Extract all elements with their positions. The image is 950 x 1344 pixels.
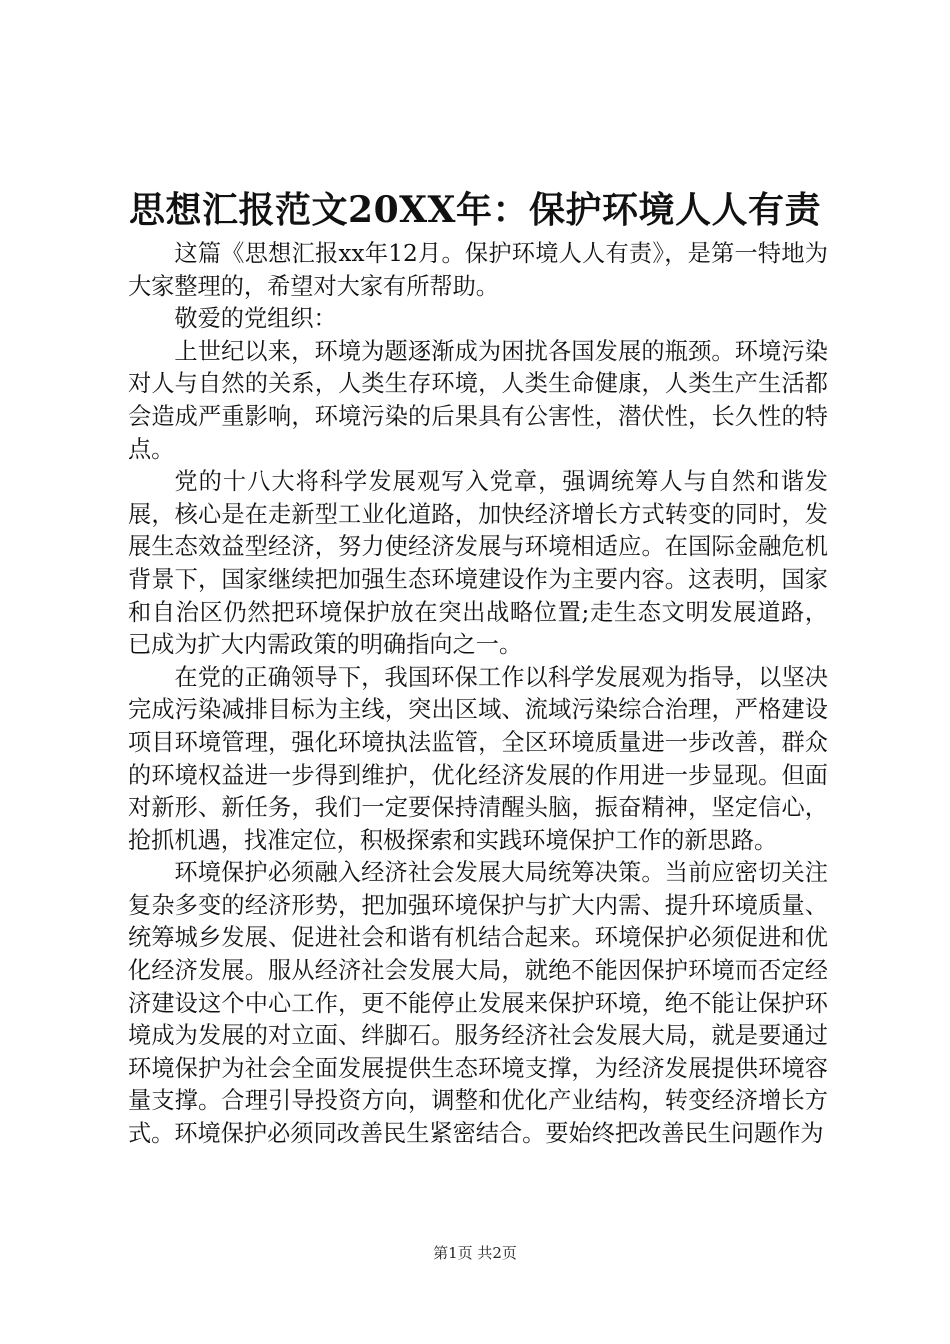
salutation: 敬爱的党组织：: [174, 305, 337, 333]
document-body: [128, 238, 828, 1151]
body-paragraph: 在党的正确领导下，我国环保工作以科学发展观为指导，以坚决完成污染减排目标为主线，突出区域、流域污染综合治理，严格建设项目环境管理，强化环境执法监管，全区环境质量进一步改善，群众的环境权益进一步得到维护，优化经济发展的作用进一步显现。但面对新形、新任务，我们一定要保持清醒头脑，振奋精神，坚定信心，抢抓机遇，找准定位，积极探索和实践环境保护工作的新思路。: [128, 663, 828, 854]
body-paragraph: 党的十八大将科学发展观写入党章，强调统筹人与自然和谐发展，核心是在走新型工业化道路，加快经济增长方式转变的同时，发展生态效益型经济，努力使经济发展与环境相适应。在国际金融危机背景下，国家继续把加强生态环境建设作为主要内容。这表明，国家和自治区仍然把环境保护放在突出战略位置;走生态文明发展道路，已成为扩大内需政策的明确指向之一。: [128, 468, 828, 659]
intro-paragraph: 这篇《思想汇报xx年12月。保护环境人人有责》，是第一特地为大家整理的，希望对大家有所帮助。: [128, 240, 828, 300]
page-footer: 第1页 共2页: [433, 1244, 517, 1262]
body-paragraph: 上世纪以来，环境为题逐渐成为困扰各国发展的瓶颈。环境污染对人与自然的关系，人类生存环境，人类生命健康，人类生产生活都会造成严重影响，环境污染的后果具有公害性，潜伏性，长久性的特点。: [128, 337, 828, 463]
document-title: 思想汇报范文20XX年：保护环境人人有责: [129, 189, 821, 231]
body-paragraph: 环境保护必须融入经济社会发展大局统筹决策。当前应密切关注复杂多变的经济形势，把加强环境保护与扩大内需、提升环境质量、统筹城乡发展、促进社会和谐有机结合起来。环境保护必须促进和优化经济发展。服从经济社会发展大局，就绝不能因保护环境而否定经济建设这个中心工作，更不能停止发展来保护环境，绝不能让保护环境成为发展的对立面、绊脚石。服务经济社会发展大局，就是要通过环境保护为社会全面发展提供生态环境支撑，为经济发展提供环境容量支撑。合理引导投资方向，调整和优化产业结构，转变经济增长方式。环境保护必须同改善民生紧密结合。要始终把改善民生问题作为: [128, 859, 828, 1148]
